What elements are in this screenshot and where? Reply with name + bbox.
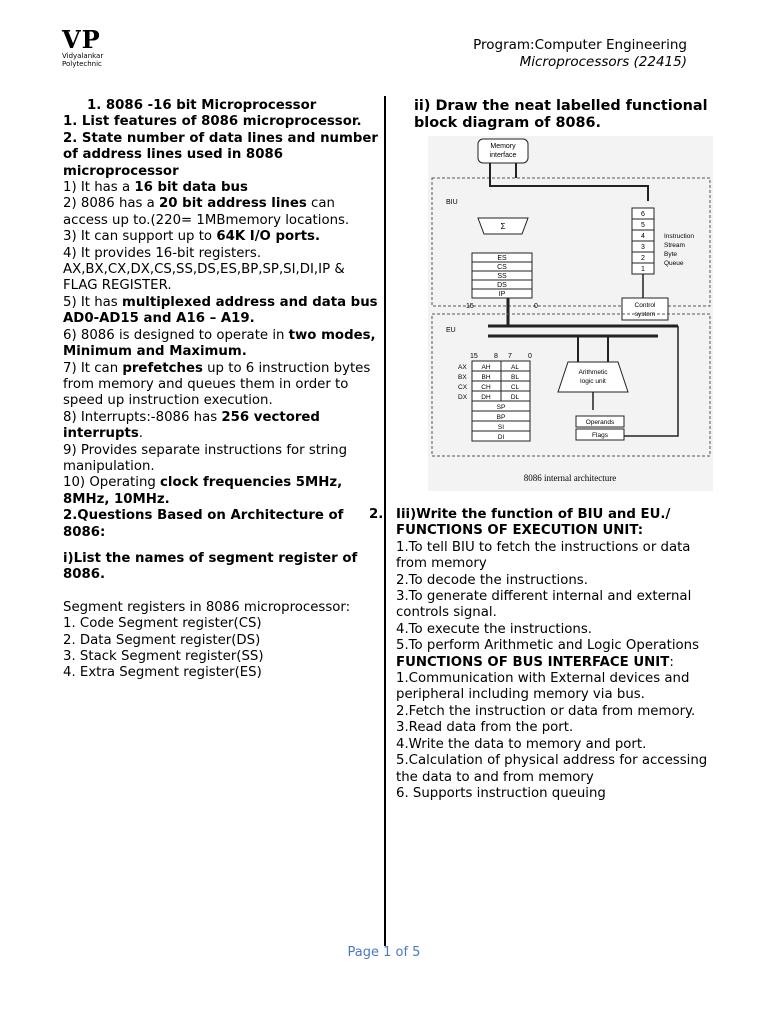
gp-high-label: CH (481, 384, 491, 391)
biu-functions-heading (396, 655, 716, 671)
feature-item (63, 443, 378, 476)
feature-text: up to 6 instruction bytes from memory and queues them in order to speed up instruction execution. (63, 360, 371, 409)
gp-high-label: AH (481, 364, 491, 371)
feature-bold: two modes, Minimum and Maximum. (63, 327, 376, 360)
feature-item (63, 196, 378, 229)
feature-text: 8) Interrupts:-8086 has (63, 409, 222, 425)
feature-bold: multiplexed address and data bus AD0-AD15 and A16 – A19. (63, 294, 378, 327)
question-i: i)List the names of segment register of 8086. (63, 550, 358, 583)
feature-text: . (138, 426, 144, 442)
queue-number: 2 (641, 255, 645, 262)
control-label: Control (634, 302, 656, 309)
feature-text: 9) Provides separate instructions for string manipulation. (63, 442, 348, 474)
queue-label: Queue (664, 260, 684, 267)
question-1: 1. List features of 8086 microprocessor. (63, 114, 362, 130)
ptr-reg-label: BP (496, 414, 506, 421)
bit-0-label: 0 (534, 303, 538, 310)
eu-function-item: 5.To perform Arithmetic and Logic Operations (396, 638, 700, 654)
feature-bold: 256 vectored interrupts (63, 409, 320, 442)
gp-low-label: CL (510, 384, 520, 391)
bit-15-label: 15 (466, 303, 474, 310)
biu-function-item: 1.Communication with External devices and peripheral including memory via bus. (396, 671, 690, 703)
8086-architecture-diagram (428, 136, 713, 491)
seg-reg-label: IP (498, 291, 506, 298)
vp-logo (62, 25, 122, 68)
question-iii: Iii)Write the function of BIU and EU./ (396, 507, 671, 522)
queue-number: 1 (641, 266, 645, 273)
diagram-caption: 8086 internal architecture (523, 473, 617, 483)
biu-function-item: 6. Supports instruction queuing (396, 785, 606, 801)
eu-function-item: 4.To execute the instructions. (396, 621, 592, 637)
instruction-queue (632, 208, 654, 274)
feature-item (63, 295, 378, 328)
biu-heading-text: FUNCTIONS OF BUS INTERFACE UNIT (396, 654, 670, 670)
queue-number: 6 (641, 211, 645, 218)
feature-item (63, 475, 378, 508)
feature-text: 5) It has (63, 294, 122, 310)
feature-text: 6) 8086 is designed to operate in (63, 327, 289, 343)
feature-text: 10) Operating (63, 475, 161, 491)
bit-7-label: 7 (508, 353, 512, 360)
feature-bold: clock frequencies 5MHz, 8MHz, 10MHz. (63, 475, 343, 507)
control-label: system (634, 311, 656, 318)
bit-15-label: 15 (470, 353, 478, 360)
flags-label: Flags (592, 432, 608, 439)
biu-function-item: 2.Fetch the instruction or data from memory. (396, 703, 696, 719)
gp-name: AX (458, 364, 467, 371)
page-header (473, 37, 687, 71)
gp-low-label: AL (511, 364, 519, 371)
feature-text: 3) It can support up to (63, 229, 217, 245)
segment-item: 4. Extra Segment register(ES) (63, 665, 262, 681)
diagram-background (428, 136, 713, 491)
left-column (63, 98, 378, 682)
feature-text: 7) It can (63, 360, 123, 376)
logo-mark: VP (62, 25, 101, 54)
queue-label: Instruction (664, 233, 694, 240)
logo-line-1: Vidyalankar (62, 52, 104, 60)
biu-function-item: 4.Write the data to memory and port. (396, 736, 647, 752)
ptr-reg-label: DI (497, 434, 505, 441)
gp-name: CX (458, 384, 468, 391)
spacer (63, 541, 378, 551)
right-column (396, 98, 716, 132)
biu-label: BIU (446, 199, 458, 206)
memory-interface-label: Memory (490, 143, 516, 150)
feature-text: 2) 8086 has a (63, 196, 160, 212)
seg-reg-label: DS (497, 282, 507, 289)
feature-bold: 20 bit address lines (159, 196, 307, 212)
queue-number: 5 (641, 222, 645, 229)
pointer-index-registers (472, 401, 530, 441)
segment-item: 1. Code Segment register(CS) (63, 616, 262, 632)
gp-high-label: DH (481, 394, 491, 401)
subject-name: Microprocessors (22415) (519, 54, 687, 70)
spacer (63, 584, 378, 600)
gp-high-label: BH (481, 374, 491, 381)
queue-number: 3 (641, 244, 645, 251)
program-name: Program:Computer Engineering (473, 37, 687, 53)
functions-section (396, 507, 716, 802)
feature-item (63, 229, 378, 245)
feature-bold: 16 bit data bus (134, 180, 248, 196)
eu-function-item: 1.To tell BIU to fetch the instructions or data from memory (396, 539, 691, 572)
feature-item (63, 328, 378, 361)
seg-reg-label: SS (497, 273, 507, 280)
question-number: 2. (369, 507, 384, 522)
eu-label: EU (446, 327, 456, 334)
section-2-heading: 2.Questions Based on Architecture of 8086: (63, 508, 344, 540)
seg-reg-label: CS (497, 264, 507, 271)
biu-heading-colon: : (669, 654, 674, 670)
feature-bold: 64K I/O ports. (216, 229, 321, 245)
segment-item: 3. Stack Segment register(SS) (63, 649, 264, 664)
eu-function-item: 2.To decode the instructions. (396, 572, 588, 588)
biu-function-item: 5.Calculation of physical address for accessing the data to and from memory (396, 753, 708, 785)
ptr-reg-label: SI (497, 424, 505, 431)
gp-name: BX (458, 374, 467, 381)
biu-function-item: 3.Read data from the port. (396, 720, 574, 736)
bit-8-label: 8 (494, 353, 498, 360)
segment-intro: Segment registers in 8086 microprocessor: (63, 599, 351, 615)
question-2: 2. State number of data lines and number of address lines used in 8086 microprocessor (63, 130, 378, 179)
ptr-reg-label: SP (496, 404, 506, 411)
feature-item (63, 246, 378, 295)
logo-line-2: Polytechnic (62, 60, 102, 68)
page-number: Page 1 of 5 (347, 945, 421, 960)
feature-bold: prefetches (122, 360, 203, 376)
alu-label: logic unit (580, 378, 606, 385)
queue-label: Byte (664, 251, 678, 258)
feature-text: 4) It provides 16-bit registers. AX,BX,CX,DX,CS,SS,DS,ES,BP,SP,SI,DI,IP & FLAG REGISTER. (63, 245, 345, 294)
features-list (63, 180, 378, 508)
bit-0-label: 0 (528, 353, 532, 360)
queue-number: 4 (641, 233, 645, 240)
gp-low-label: DL (510, 394, 520, 401)
memory-interface-label: interface (489, 152, 517, 159)
sigma-label: Σ (500, 222, 506, 231)
feature-item (63, 361, 378, 410)
feature-item (63, 410, 378, 443)
gp-name: DX (458, 394, 468, 401)
eu-function-item: 3.To generate different internal and external controls signal. (396, 589, 692, 621)
eu-functions-heading: FUNCTIONS OF EXECUTION UNIT: (396, 523, 644, 539)
feature-item (63, 180, 378, 196)
feature-text: 1) It has a (63, 180, 135, 196)
question-ii: ii) Draw the neat labelled functional block diagram of 8086. (414, 98, 708, 131)
segment-item: 2. Data Segment register(DS) (63, 632, 261, 648)
section-title: 1. 8086 -16 bit Microprocessor (87, 98, 317, 113)
column-divider (384, 96, 386, 946)
seg-reg-label: ES (497, 255, 507, 262)
operands-label: Operands (585, 419, 615, 426)
segment-register-stack (472, 253, 532, 298)
feature-text: can access up to.(220= 1MBmemory locations. (63, 196, 350, 228)
alu-label: Arithmetic (578, 369, 608, 376)
gp-low-label: BL (511, 374, 519, 381)
alu-shape (558, 362, 628, 392)
queue-label: Stream (664, 242, 685, 249)
